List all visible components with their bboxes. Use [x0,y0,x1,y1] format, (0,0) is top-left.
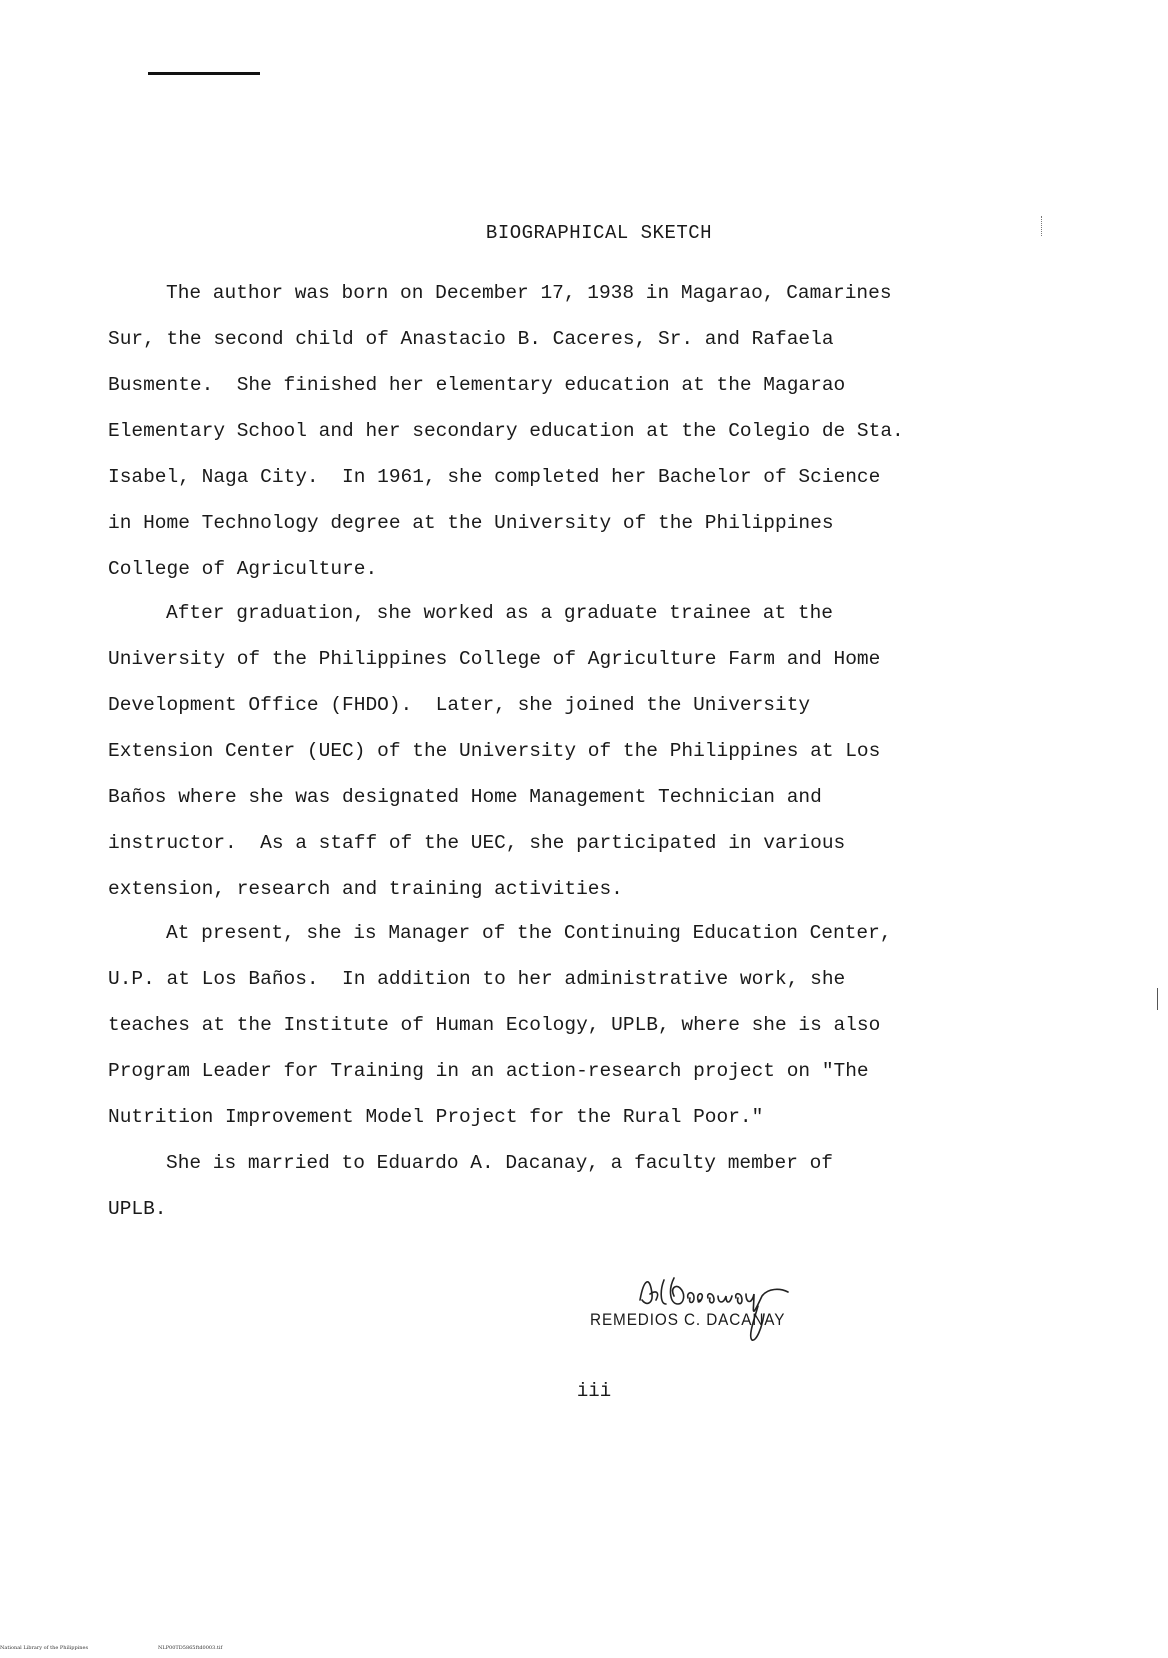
paragraph-line: instructor. As a staff of the UEC, she participated in various [108,832,846,854]
signer-name: REMEDIOS C. DACANAY [590,1310,786,1329]
paragraph-line: Isabel, Naga City. In 1961, she completed her Bachelor of Science [108,466,881,488]
paragraph-line: She is married to Eduardo A. Dacanay, a faculty member of [166,1152,834,1174]
paragraph-line: extension, research and training activities. [108,878,623,900]
paragraph-line: At present, she is Manager of the Continuing Education Center, [166,922,892,944]
paragraph-career [108,590,908,912]
paragraph-line: U.P. at Los Baños. In addition to her administrative work, she [108,968,846,990]
paragraph-marriage [108,1140,908,1232]
paragraph-line: Extension Center (UEC) of the University of the Philippines at Los [108,740,881,762]
paragraph-line: Nutrition Improvement Model Project for the Rural Poor." [108,1106,764,1128]
paragraph-line: in Home Technology degree at the University of the Philippines [108,512,834,534]
paragraph-line: Elementary School and her secondary education at the Colegio de Sta. [108,420,904,442]
paragraph-line: College of Agriculture. [108,558,378,580]
signature-block [590,1272,830,1362]
paragraph-line: Baños where she was designated Home Management Technician and [108,786,822,808]
paragraph-birth [108,270,908,592]
page-number: iii [576,1380,612,1402]
paragraph-present [108,910,908,1140]
paragraph-line: Development Office (FHDO). Later, she joined the University [108,694,811,716]
paragraph-line: teaches at the Institute of Human Ecology, UPLB, where she is also [108,1014,881,1036]
paragraph-line: Program Leader for Training in an action-research project on "The [108,1060,869,1082]
paragraph-line: University of the Philippines College of Agriculture Farm and Home [108,648,881,670]
page-heading: BIOGRAPHICAL SKETCH [485,222,713,244]
paragraph-line: The author was born on December 17, 1938 in Magarao, Camarines [166,282,892,304]
paragraph-line: Sur, the second child of Anastacio B. Caceres, Sr. and Rafaela [108,328,834,350]
footer-filename: NLP00TD5865ftd0003.tif [158,1645,223,1651]
margin-mark [1157,988,1158,1010]
paragraph-line: UPLB. [108,1198,167,1220]
paragraph-line: After graduation, she worked as a graduate trainee at the [166,602,834,624]
top-rule [148,72,260,75]
footer-library: National Library of the Philippines [0,1645,89,1651]
paragraph-line: Busmente. She finished her elementary education at the Magarao [108,374,846,396]
